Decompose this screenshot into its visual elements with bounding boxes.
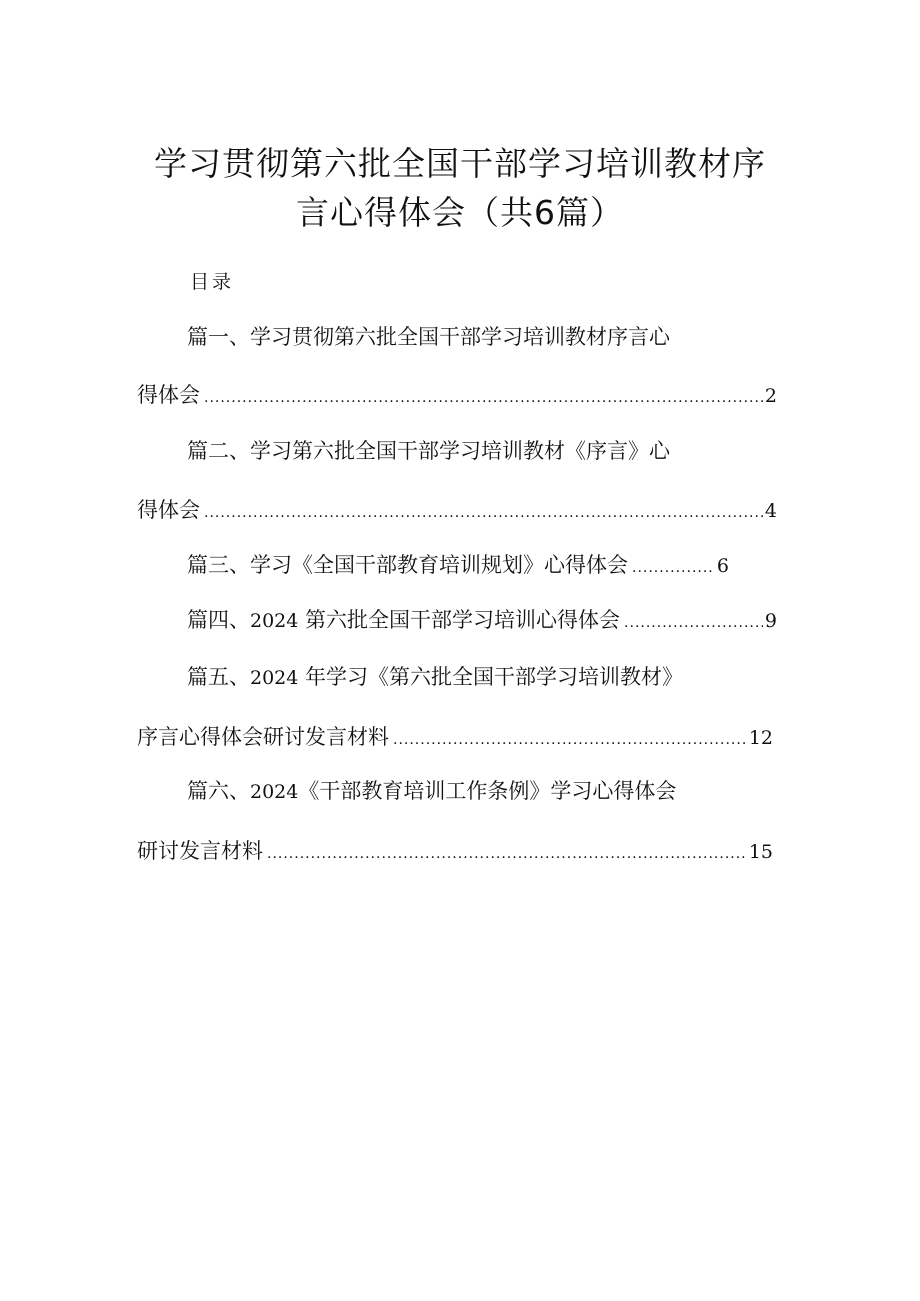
toc-entry-6-title: 《干部教育培训工作条例》学习心得体会: [298, 779, 677, 803]
toc-entry-3[interactable]: [187, 550, 729, 583]
toc-entry-4-leader: [624, 608, 763, 638]
toc-entry-4-year: 2024: [250, 610, 299, 632]
toc-entry-1-line-1[interactable]: [187, 322, 670, 352]
toc-entry-6-prefix: 篇六、: [187, 779, 250, 803]
toc-entry-4-prefix: 篇四、: [187, 608, 250, 632]
toc-entry-2-page: 4: [764, 500, 777, 522]
toc-entry-1-page: 2: [764, 385, 777, 407]
toc-entry-3-label: [187, 550, 628, 580]
toc-entry-2-line-1[interactable]: [187, 436, 670, 466]
toc-entry-5-year: 2024: [250, 667, 299, 689]
toc-entry-1-title-continued: 得体会: [137, 383, 200, 407]
document-title-line-1: 学习贯彻第六批全国干部学习培训教材序: [154, 144, 766, 183]
toc-entry-3-leader: [632, 553, 715, 583]
toc-entry-4-page: 9: [764, 610, 777, 632]
toc-entry-2-prefix: 篇二、: [187, 439, 250, 463]
toc-entry-6-year: 2024: [250, 781, 299, 803]
toc-entry-1-leader: [204, 383, 763, 413]
toc-entry-5-leader: [393, 725, 747, 755]
toc-entry-6-leader: [267, 839, 747, 869]
toc-entry-2-line-2[interactable]: [137, 495, 777, 528]
toc-entry-5-page: 12: [748, 727, 773, 749]
toc-entry-5-prefix: 篇五、: [187, 665, 250, 689]
toc-entry-3-prefix: 篇三、: [187, 553, 250, 577]
toc-entry-5-line-1[interactable]: [187, 662, 683, 693]
toc-entry-4-label: [187, 605, 620, 636]
toc-entry-6-line-2[interactable]: [137, 836, 773, 869]
toc-entry-6-page: 15: [748, 841, 773, 863]
toc-entry-5-line-2[interactable]: [137, 722, 773, 755]
toc-entry-5-title: 年学习《第六批全国干部学习培训教材》: [305, 665, 684, 689]
toc-entry-1-line-2[interactable]: [137, 380, 777, 413]
toc-entry-2-title: 学习第六批全国干部学习培训教材《序言》心: [250, 439, 670, 463]
toc-entry-3-title: 学习《全国干部教育培训规划》心得体会: [250, 553, 628, 577]
toc-entry-2-title-continued: 得体会: [137, 498, 200, 522]
toc-entry-3-page: 6: [716, 555, 729, 577]
toc-entry-1-prefix: 篇一、: [187, 325, 250, 349]
toc-entry-2-leader: [204, 498, 763, 528]
toc-entry-6-title-continued: 研讨发言材料: [137, 839, 263, 863]
toc-entry-5-title-continued: 序言心得体会研讨发言材料: [137, 725, 389, 749]
document-title-line-2: 言心得体会（共6篇）: [296, 193, 624, 232]
toc-entry-1-title: 学习贯彻第六批全国干部学习培训教材序言心: [250, 325, 670, 349]
toc-entry-6-line-1[interactable]: [187, 776, 676, 807]
toc-entry-4[interactable]: [187, 605, 777, 638]
toc-entry-4-title: 第六批全国干部学习培训心得体会: [305, 608, 621, 632]
toc-heading: 目录: [190, 271, 235, 293]
